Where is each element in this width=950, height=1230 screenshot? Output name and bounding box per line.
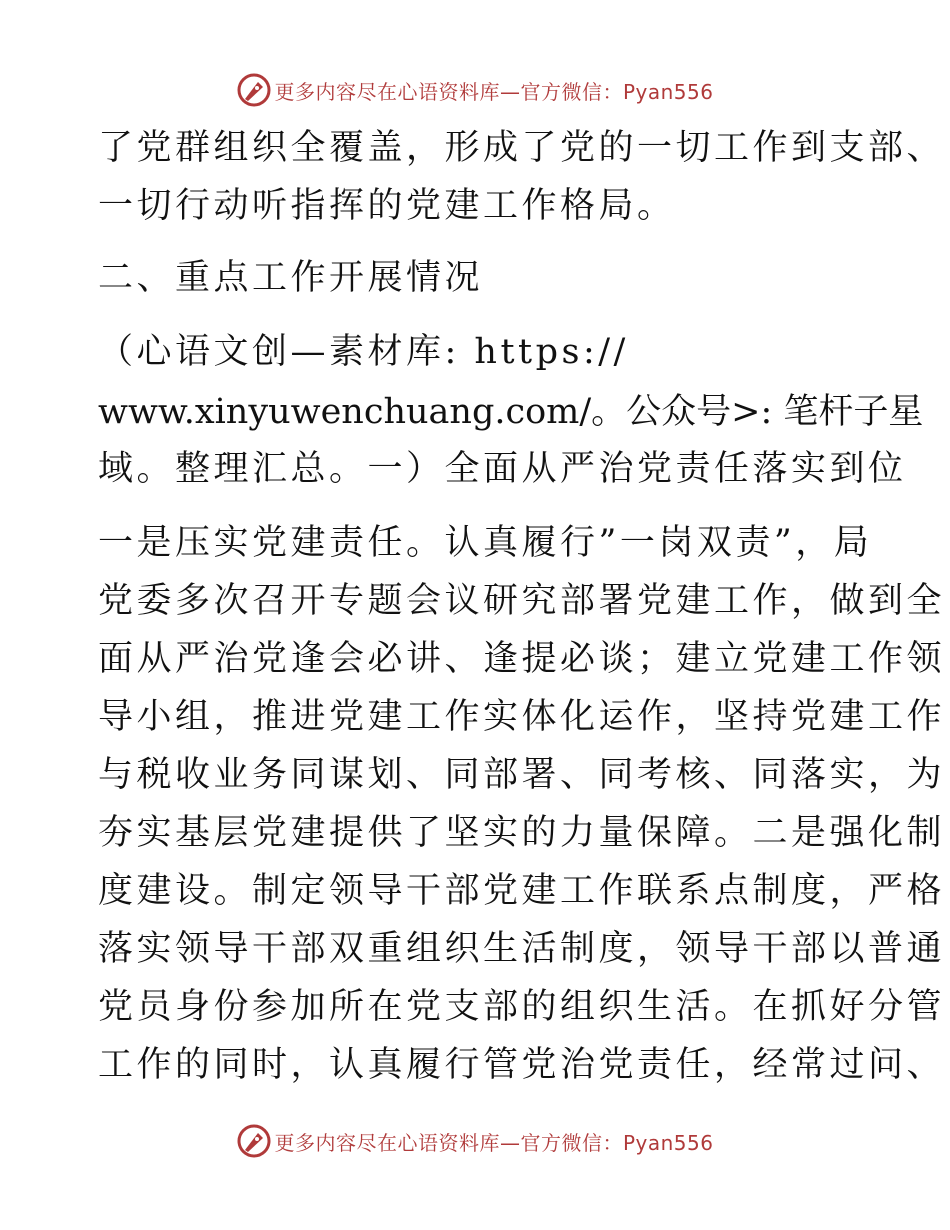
footer-banner: [0, 1121, 950, 1161]
body-line: 落实领导干部双重组织生活制度，领导干部以普通: [98, 929, 946, 969]
footer-banner-text: 更多内容尽在心语资料库—官方微信：Pyan556: [274, 1130, 714, 1155]
body-line: 夯实基层党建提供了坚实的力量保障。二是强化制: [98, 813, 946, 853]
body-line: （心语文创—素材库: https://: [98, 332, 629, 372]
body-line: 面从严治党逢会必讲、逢提必谈；建立党建工作领: [98, 639, 946, 679]
body-line: 度建设。制定领导干部党建工作联系点制度，严格: [98, 871, 946, 911]
body-line: 一是压实党建责任。认真履行”一岗双责”，局: [98, 523, 873, 563]
body-line: 一切行动听指挥的党建工作格局。: [98, 186, 676, 226]
section-heading: 二、重点工作开展情况: [98, 258, 484, 298]
body-line: 与税收业务同谋划、同部署、同考核、同落实，为: [98, 755, 946, 795]
body-line: 党委多次召开专题会议研究部署党建工作，做到全: [98, 581, 946, 621]
body-line: 工作的同时，认真履行管党治党责任，经常过问、: [98, 1045, 946, 1085]
pen-nib-logo-icon: [236, 72, 272, 108]
pen-nib-logo-icon: [236, 1123, 272, 1159]
body-line: 导小组，推进党建工作实体化运作，坚持党建工作: [98, 697, 946, 737]
header-banner: [0, 70, 950, 110]
body-line: 域。整理汇总。一）全面从严治党责任落实到位: [98, 449, 907, 489]
body-line: 党员身份参加所在党支部的组织生活。在抓好分管: [98, 987, 946, 1027]
body-line: www.xinyuwenchuang.com/。公众号>: 笔杆子星: [98, 392, 924, 432]
body-line: 了党群组织全覆盖，形成了党的一切工作到支部、: [98, 128, 946, 168]
header-banner-text: 更多内容尽在心语资料库—官方微信：Pyan556: [274, 79, 714, 104]
